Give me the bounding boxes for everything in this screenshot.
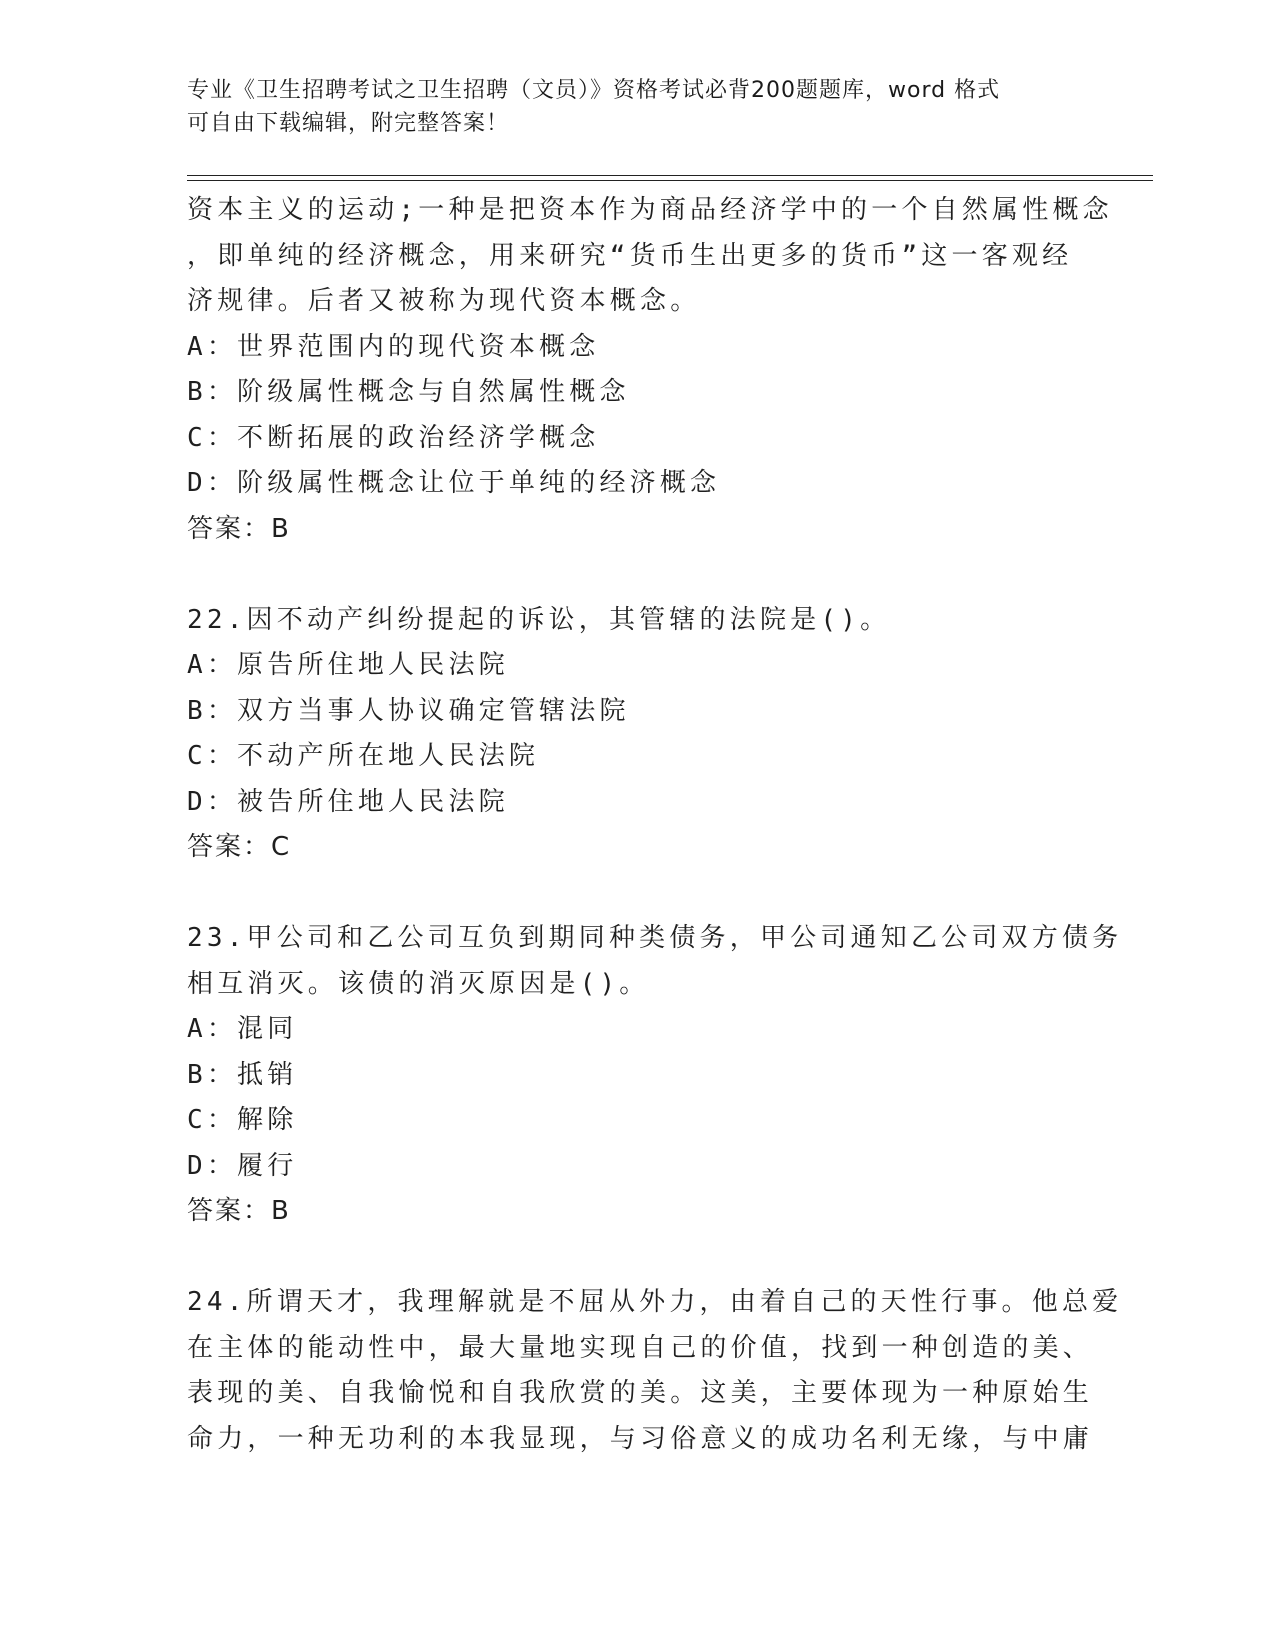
document-body — [187, 188, 1123, 1462]
header-line-2: 可自由下载编辑，附完整答案！ — [187, 111, 510, 136]
question-text-line: 24.所谓天才，我理解就是不屈从外力，由着自己的天性行事。他总爱 — [187, 1287, 1123, 1317]
option-b: B：阶级属性概念与自然属性概念 — [187, 377, 630, 407]
option-c: C：解除 — [187, 1105, 298, 1135]
question-text-line: 23.甲公司和乙公司互负到期同种类债务，甲公司通知乙公司双方债务 — [187, 923, 1123, 953]
option-a: A：混同 — [187, 1014, 298, 1044]
question-spacer — [187, 552, 1067, 598]
header-rule-top — [187, 175, 1153, 176]
option-b: B：抵销 — [187, 1059, 298, 1090]
option-c: C：不动产所在地人民法院 — [187, 741, 540, 771]
question-text-line: 命力，一种无功利的本我显现，与习俗意义的成功名利无缘，与中庸 — [187, 1423, 1094, 1454]
header-rule-bottom — [187, 180, 1153, 181]
answer-line: 答案：B — [187, 1196, 291, 1226]
document-header — [187, 74, 1087, 140]
option-b: B：双方当事人协议确定管辖法院 — [187, 695, 630, 726]
question-text-line: 表现的美、自我愉悦和自我欣赏的美。这美，主要体现为一种原始生 — [187, 1378, 1094, 1408]
answer-line: 答案：B — [187, 513, 291, 544]
question-text-line: 济规律。后者又被称为现代资本概念。 — [187, 286, 701, 316]
question-22 — [187, 598, 1067, 871]
option-a: A：原告所住地人民法院 — [187, 650, 509, 680]
answer-line: 答案：C — [187, 832, 292, 862]
question-21 — [187, 188, 1113, 552]
question-23 — [187, 916, 1123, 1235]
question-text-line: 资本主义的运动;一种是把资本作为商品经济学中的一个自然属性概念 — [187, 195, 1113, 225]
header-line-1: 专业《卫生招聘考试之卫生招聘（文员）》资格考试必背200题题库，word 格式 — [187, 78, 1001, 103]
question-24 — [187, 1280, 1123, 1462]
question-spacer — [187, 871, 1067, 917]
question-text-line: 在主体的能动性中，最大量地实现自己的价值，找到一种创造的美、 — [187, 1332, 1094, 1363]
question-spacer — [187, 1235, 1067, 1281]
option-d: D：被告所住地人民法院 — [187, 786, 509, 817]
option-d: D：阶级属性概念让位于单纯的经济概念 — [187, 468, 721, 498]
question-text-line: ，即单纯的经济概念，用来研究“货币生出更多的货币”这一客观经 — [187, 240, 1073, 271]
question-text-line: 22.因不动产纠纷提起的诉讼，其管辖的法院是()。 — [187, 604, 891, 635]
option-c: C：不断拓展的政治经济学概念 — [187, 422, 600, 453]
question-text-line: 相互消灭。该债的消灭原因是()。 — [187, 968, 650, 999]
option-d: D：履行 — [187, 1150, 298, 1181]
option-a: A：世界范围内的现代资本概念 — [187, 331, 600, 362]
